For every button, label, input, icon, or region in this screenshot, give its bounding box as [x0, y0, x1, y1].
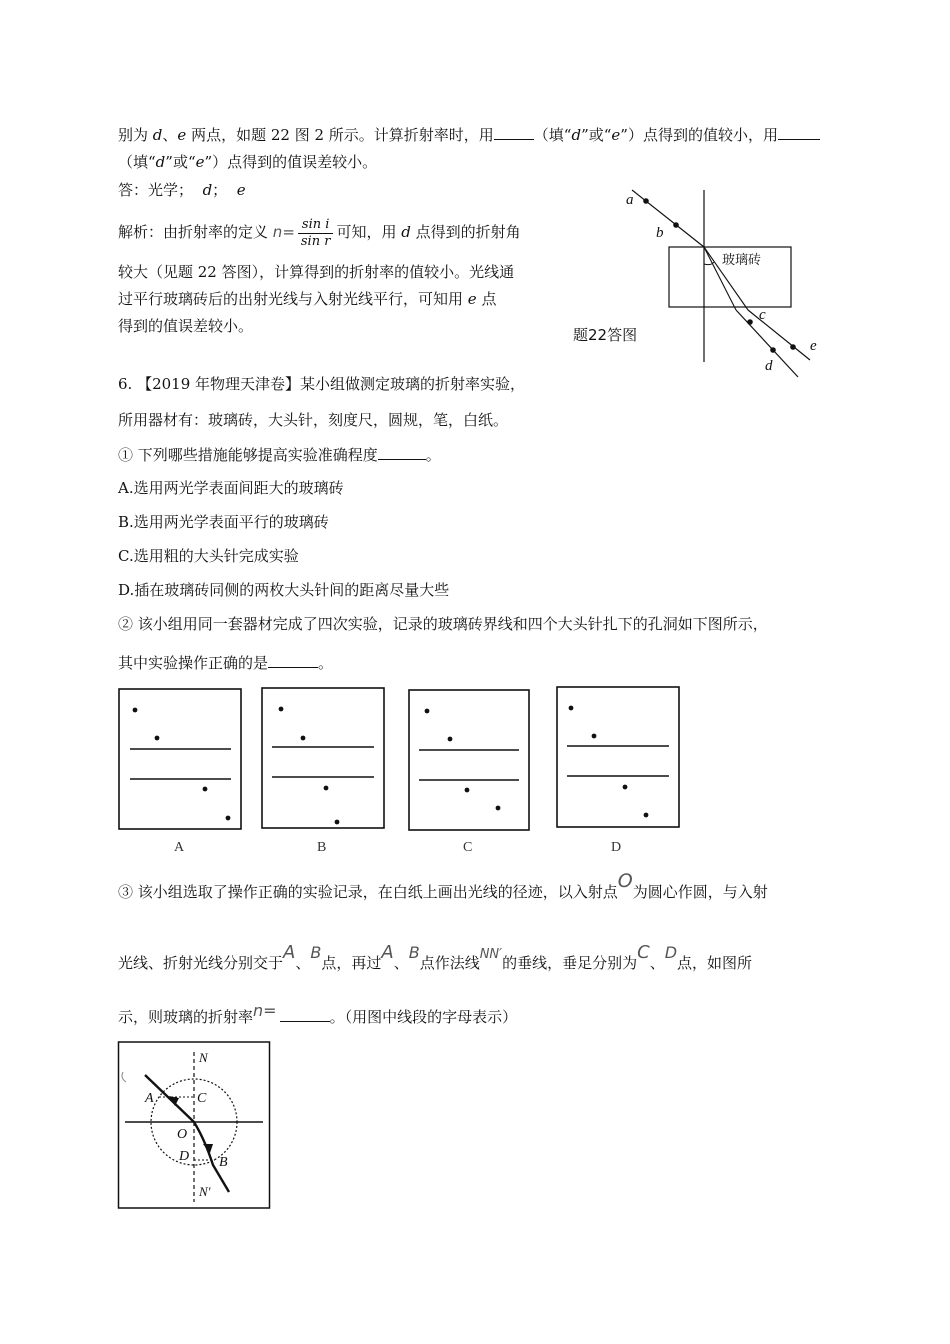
- answer-blank-3[interactable]: [378, 444, 426, 460]
- pin-a: [643, 198, 649, 204]
- explanation-line-4: 得到的值误差较小。: [118, 317, 254, 335]
- answer-blank-1[interactable]: [494, 124, 534, 140]
- label-N-prime: N': [199, 1184, 211, 1199]
- exit-ray-e: [748, 310, 810, 360]
- answer-line: 答：光学； d； e: [118, 181, 246, 199]
- q6-part3-line3: 示，则玻璃的折射率n= 。（用图中线段的字母表示）: [118, 1001, 518, 1026]
- q6-part2: ② 该小组用同一套器材完成了四次实验，记录的玻璃砖界线和四个大头针扎下的孔洞如下图所示，: [118, 615, 768, 633]
- label-A: A: [145, 1091, 154, 1106]
- panel-label-a: A: [174, 840, 185, 855]
- label-b: b: [656, 225, 664, 241]
- q6-part3-line2: 光线、折射光线分别交于A、B点，再过A、B点作法线NN′的垂线，垂足分别为C、D点，如图所: [118, 942, 753, 972]
- q6-part1: ① 下列哪些措施能够提高实验准确程度 。: [118, 446, 441, 464]
- option-a: A.选用两光学表面间距大的玻璃砖: [118, 479, 344, 497]
- panel-label-d: D: [611, 840, 622, 855]
- panel-label-c: C: [463, 840, 473, 855]
- text-line-1: 别为 d、e 两点，如题 22 图 2 所示。计算折射率时，用 （填“d”或“e”）点得到的值较小，用: [118, 124, 820, 145]
- pin-d: [770, 347, 776, 353]
- pin-c: [747, 319, 753, 325]
- panel-a: [119, 689, 241, 855]
- panel-d: [557, 687, 679, 855]
- q6-part3-line1: ③ 该小组选取了操作正确的实验记录，在白纸上画出光线的径迹，以入射点O为圆心作圆，与入射: [118, 870, 768, 901]
- label-d: d: [765, 358, 773, 374]
- answer-blank-4[interactable]: [268, 652, 318, 668]
- block-label: 玻璃砖: [722, 253, 762, 268]
- explanation-line-3: 过平行玻璃砖后的出射光线与入射光线平行，可知用 e 点: [118, 290, 497, 308]
- explanation-line-1: 解析：由折射率的定义 n= $\frac{\text{sin i}}{\text{sin r}}$ 可知，用 d 点得到的折射角: [118, 216, 521, 249]
- label-C: C: [197, 1091, 207, 1106]
- incident-ray: [632, 190, 704, 247]
- panel-b: [262, 688, 384, 855]
- option-d: D.插在玻璃砖同侧的两枚大头针间的距离尽量大些: [118, 581, 450, 599]
- label-B: B: [219, 1155, 228, 1170]
- snell-fraction: $\frac{\text{sin i}}{\text{sin r}}$: [298, 217, 334, 250]
- label-O: O: [177, 1127, 188, 1142]
- fig22-diagram: [570, 182, 830, 382]
- label-e: e: [810, 338, 817, 354]
- option-b: B.选用两光学表面平行的玻璃砖: [118, 513, 329, 531]
- option-c: C.选用粗的大头针完成实验: [118, 547, 299, 565]
- pin-e: [790, 344, 796, 350]
- answer-blank-2[interactable]: [778, 124, 820, 140]
- label-N: N: [199, 1050, 208, 1065]
- panel-label-b: B: [317, 840, 327, 855]
- panel-c: [409, 690, 529, 855]
- q6-equipment: 所用器材有：玻璃砖，大头针，刻度尺，圆规，笔，白纸。: [118, 411, 509, 429]
- label-c: c: [759, 307, 766, 323]
- q6-part2b: 其中实验操作正确的是 。: [118, 654, 334, 672]
- answer-blank-5[interactable]: [280, 1006, 330, 1022]
- fig22-caption: 题22答图: [573, 326, 638, 344]
- pin-b: [673, 222, 679, 228]
- q6-title: 6. 【2019 年物理天津卷】某小组做测定玻璃的折射率实验，: [118, 375, 526, 393]
- explanation-line-2: 较大（见题 22 答图），计算得到的折射率的值较小。光线通: [118, 263, 515, 281]
- label-a: a: [626, 192, 634, 208]
- label-D: D: [179, 1149, 190, 1164]
- circle-construction-figure: [117, 1040, 273, 1210]
- experiment-panels: [116, 684, 696, 859]
- text-line-2: （填“d”或“e”）点得到的值误差较小。: [118, 153, 378, 171]
